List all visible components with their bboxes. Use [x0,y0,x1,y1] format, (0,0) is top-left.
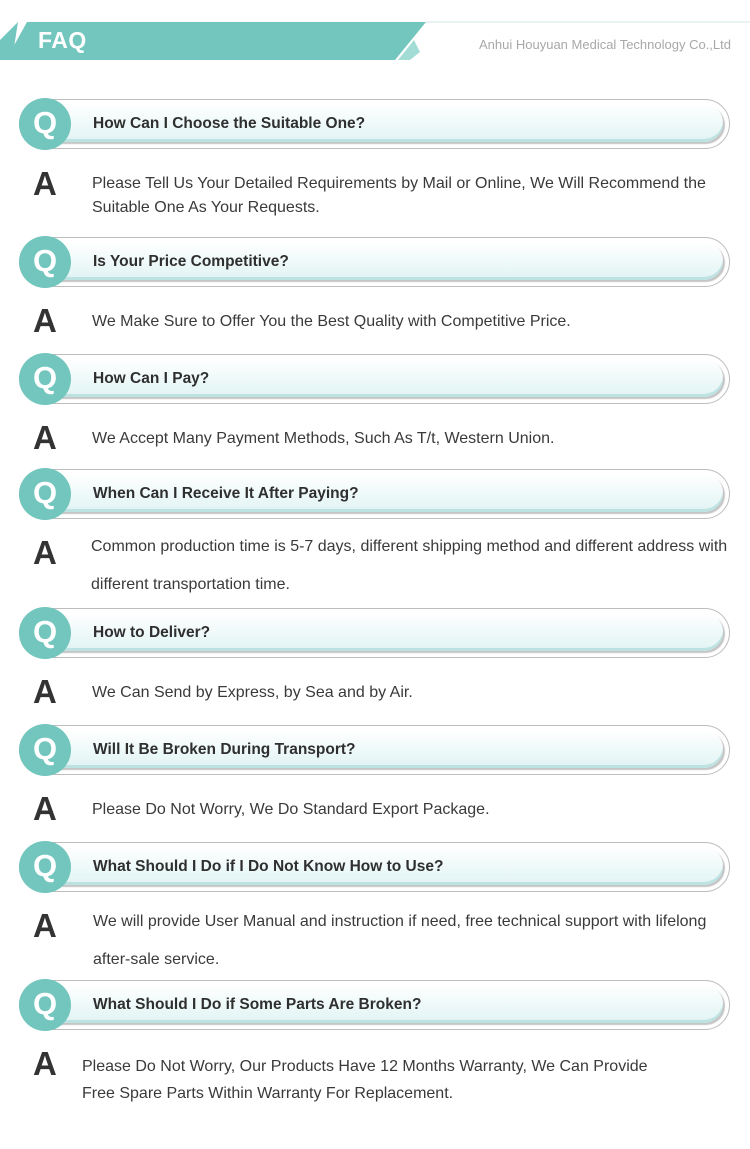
company-name: Anhui Houyuan Medical Technology Co.,Ltd [479,37,731,52]
answer-text: Please Do Not Worry, We Do Standard Export Package. [92,801,490,818]
answer-text: We Make Sure to Offer You the Best Quality with Competitive Price. [92,313,571,330]
faq-question-8 [19,979,731,1031]
question-text: Is Your Price Competitive? [93,253,289,270]
question-text: How Can I Choose the Suitable One? [93,115,366,132]
faq-header [0,0,750,70]
page-title: FAQ [38,27,87,53]
answer-text: Common production time is 5-7 days, different shipping method and different address with different transportation time. [91,538,728,593]
question-text: How to Deliver? [93,624,211,641]
q-icon: Q [19,353,71,405]
q-icon: Q [19,98,71,150]
answer-text: We will provide User Manual and instruction if need, free technical support with lifelong after-sale service. [93,913,707,968]
a-icon: A [33,790,57,827]
a-icon: A [33,165,57,202]
question-text: Will It Be Broken During Transport? [93,741,356,758]
q-icon: Q [19,979,71,1031]
q-icon: Q [19,724,71,776]
faq-question-7 [19,841,731,893]
question-text: What Should I Do if I Do Not Know How to Use? [93,858,444,875]
faq-question-3 [19,353,731,405]
a-icon: A [33,673,57,710]
faq-question-5 [19,607,731,659]
question-text: What Should I Do if Some Parts Are Broken? [93,996,422,1013]
answer-text: Please Tell Us Your Detailed Requirements by Mail or Online, We Will Recommend the Suitable One As Your Requests. [92,175,706,216]
q-icon: Q [19,607,71,659]
a-icon: A [33,1045,57,1082]
answer-text: Please Do Not Worry, Our Products Have 12 Months Warranty, We Can Provide Free Spare Parts Within Warranty For Replacement. [82,1058,648,1102]
faq-question-6 [19,724,731,776]
answer-text: We Can Send by Express, by Sea and by Air. [92,684,413,701]
q-icon: Q [19,468,71,520]
header-banner-shape [0,0,750,70]
question-text: How Can I Pay? [93,370,210,387]
answer-text: We Accept Many Payment Methods, Such As T/t, Western Union. [92,430,555,447]
question-text: When Can I Receive It After Paying? [93,485,359,502]
a-icon: A [33,419,57,456]
a-icon: A [33,907,57,944]
q-icon: Q [19,841,71,893]
a-icon: A [33,302,57,339]
a-icon: A [33,534,57,571]
faq-question-1 [19,98,731,150]
faq-question-4 [19,468,731,520]
q-icon: Q [19,236,71,288]
faq-question-2 [19,236,731,288]
